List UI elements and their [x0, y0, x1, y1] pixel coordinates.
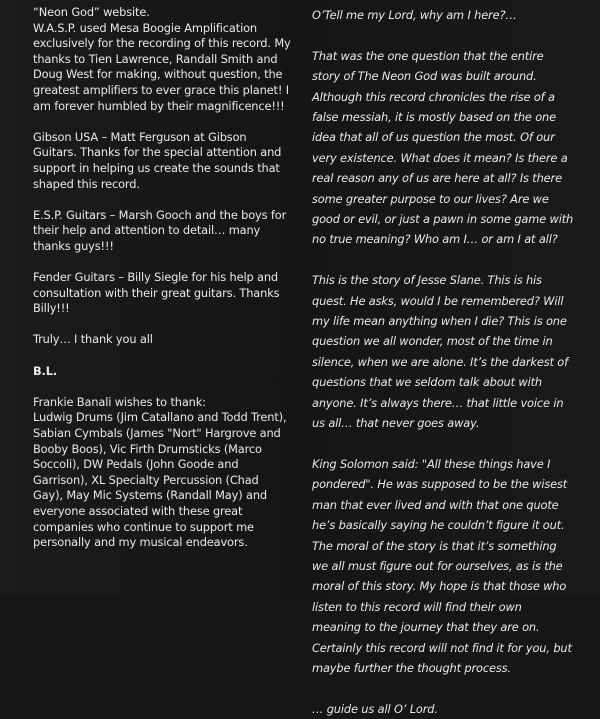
story-paragraph-1: That was the one question that the entire story of The Neon God was built around. Although this record chronicles the rise of a false messiah, it is mostly based on the one idea that all of us question the most. Of our very existence. What does it mean? Is there a real reason any of us are here at all? Is there some greater purpose to our lives? Are we good or evil, or just a pawn in some game with no true meaning? Who am I… or am I at all? — [312, 48, 574, 247]
closing-thanks: Truly… I thank you all — [33, 332, 153, 347]
fender-thanks: Fender Guitars – Billy Siegle for his help and consultation with their great guitars. Thanks Billy!!! — [33, 270, 280, 316]
esp-thanks: E.S.P. Guitars – Marsh Gooch and the boys for their help and attention to detail… many thanks guys!!! — [33, 207, 287, 253]
story-paragraph-2: This is the story of Jesse Slane. This is his quest. He asks, would I be remembered? Will my life mean anything when I die? This is one question we all wonder, most of the time in silence, when we are alone. It’s the darkest of questions that we seldom talk about with anyone. It’s always there… that little voice in us all… that never goes away. — [312, 273, 568, 431]
closing-line: … guide us all O’ Lord. — [312, 701, 438, 716]
story-column — [312, 5, 574, 719]
gibson-thanks: Gibson USA – Matt Ferguson at Gibson Guitars. Thanks for the special attention and support in helping us create the sounds that shaped this record. — [33, 129, 282, 191]
frankie-banali-thanks: Frankie Banali wishes to thank: Ludwig Drums (Jim Catallano and Todd Trent), Sabian Cymbals (James "Nort" Hargrove and Booby Boos), Vic Firth Drumsticks (Marco Soccoli), DW Pedals (John Goode and Garrison), XL Specialty Percussion (Chad Gay), May Mic Systems (Randall May) and everyone associated with these great companies who continue to support me personally and my musical endeavors. — [33, 394, 287, 550]
thanks-column — [33, 5, 291, 551]
opening-line: O’Tell me my Lord, why am I here?… — [312, 8, 517, 22]
signature-initials: B.L. — [33, 363, 57, 378]
mesa-boogie-thanks: “Neon God” website. W.A.S.P. used Mesa Boogie Amplification exclusively for the recording of this record. My thanks to Tien Lawrence, Randall Smith and Doug West for making, without question, the greatest amplifiers to ever grace this planet! I am forever humbled by their magnificence!!! — [33, 5, 291, 113]
story-paragraph-3: King Solomon said: "All these things have I pondered". He was supposed to be the wisest man that ever lived and with that one quote he’s basically saying he couldn’t figure it out. The moral of the story is that it’s something we all must figure out for ourselves, as is the moral of this story. My hope is that those who listen to this record will find their own meaning to the journey that they are on. Certainly this record will not find it for you, but maybe further the thought process. — [312, 456, 572, 675]
